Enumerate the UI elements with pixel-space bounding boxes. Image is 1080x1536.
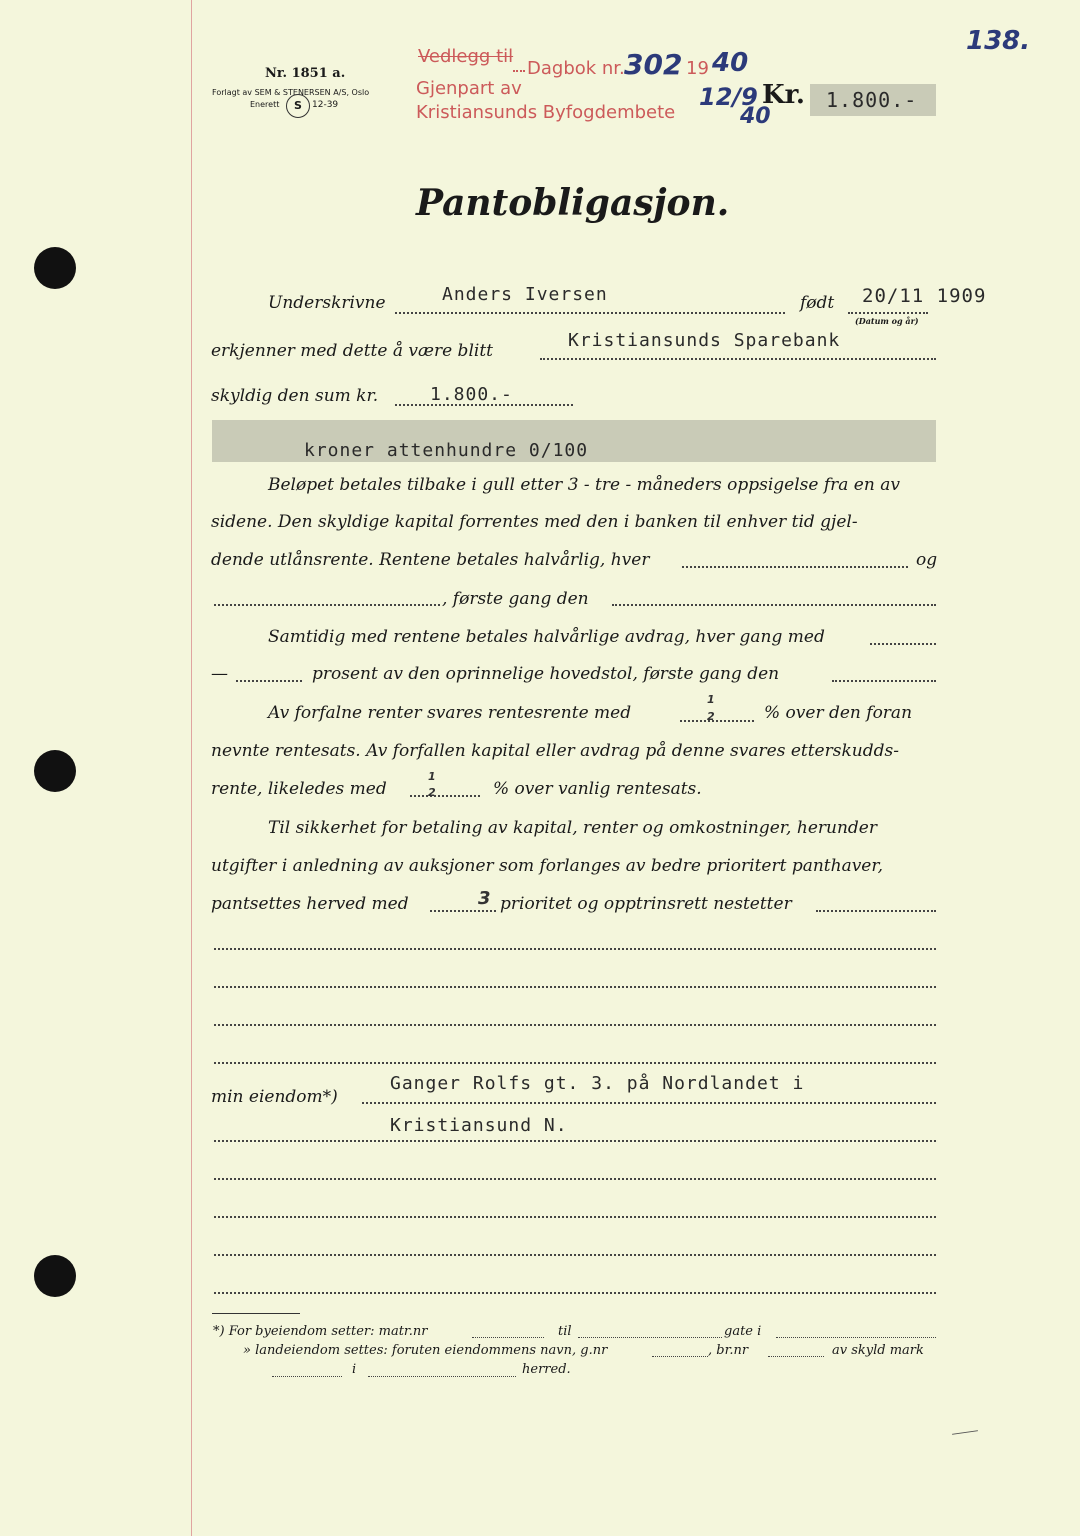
text-line: Av forfalne renter svares rentesrente med bbox=[268, 703, 632, 723]
publisher-code: 12-39 bbox=[312, 100, 339, 110]
text-line: pantsettes herved med bbox=[211, 894, 409, 914]
footnote-line: til bbox=[558, 1324, 572, 1339]
text-line: Til sikkerhet for betaling av kapital, renter og omkostninger, herunder bbox=[268, 818, 877, 838]
red-dots bbox=[513, 70, 525, 72]
dotted-line bbox=[832, 680, 936, 682]
dotted-line bbox=[430, 910, 496, 912]
dotted-line bbox=[680, 720, 754, 722]
dotted-line bbox=[612, 604, 936, 606]
owing-label: skyldig den sum kr. bbox=[211, 386, 379, 406]
dotted-line bbox=[578, 1337, 722, 1338]
dotted-line bbox=[214, 1216, 936, 1218]
dotted-line bbox=[214, 1024, 936, 1026]
date-handwritten: 12/9 bbox=[699, 83, 758, 111]
property-label: min eiendom*) bbox=[211, 1087, 338, 1107]
footnote-line: *) For byeiendom setter: matr.nr bbox=[213, 1324, 428, 1339]
margin-line bbox=[191, 0, 192, 1536]
year-suffix: 40 bbox=[712, 48, 749, 78]
kr-label: Kr. bbox=[762, 80, 805, 110]
text-line: % over vanlig rentesats. bbox=[493, 779, 702, 799]
dotted-line bbox=[768, 1356, 824, 1357]
text-line: prosent av den oprinnelige hovedstol, første gang den bbox=[312, 664, 780, 684]
dotted-line bbox=[214, 948, 936, 950]
dotted-line bbox=[362, 1102, 936, 1104]
dotted-line bbox=[776, 1337, 936, 1338]
page-number: 138. bbox=[966, 26, 1031, 56]
dotted-line bbox=[272, 1376, 342, 1377]
fraction-numerator: 1 bbox=[707, 693, 715, 706]
text-line: dende utlånsrente. Rentene betales halvårlig, hver bbox=[211, 550, 650, 570]
dotted-line bbox=[214, 1178, 936, 1180]
text-line: og bbox=[916, 550, 938, 570]
creditor-name: Kristiansunds Sparebank bbox=[568, 330, 841, 351]
text-line: rente, likeledes med bbox=[211, 779, 387, 799]
text-line: Samtidig med rentene betales halvårlige avdrag, hver gang med bbox=[268, 627, 825, 647]
year-prefix: 19 bbox=[686, 58, 709, 79]
text-line: sidene. Den skyldige kapital forrentes med den i banken til enhver tid gjel- bbox=[211, 512, 858, 532]
struck-attachment-label: Vedlegg til bbox=[418, 46, 514, 67]
priority-number: 3 bbox=[478, 888, 491, 909]
owing-amount: 1.800.- bbox=[430, 384, 513, 405]
dagbok-number: 302 bbox=[624, 48, 683, 81]
date-year-handwritten: 40 bbox=[740, 104, 771, 129]
footnote-line: gate i bbox=[724, 1324, 762, 1339]
dotted-line bbox=[214, 1254, 936, 1256]
publisher-enerett: Enerett bbox=[250, 100, 280, 109]
punch-hole bbox=[34, 750, 76, 792]
date-note: (Datum og år) bbox=[855, 316, 919, 326]
form-number: Nr. 1851 a. bbox=[265, 66, 346, 81]
copy-label: Gjenpart av bbox=[416, 78, 522, 99]
footnote-line: i bbox=[352, 1362, 357, 1377]
publisher-line: Forlagt av SEM & STENERSEN A/S, Oslo bbox=[212, 88, 370, 97]
text-line: nevnte rentesats. Av forfallen kapital eller avdrag på denne svares etterskudds- bbox=[211, 741, 899, 761]
punch-hole bbox=[34, 1255, 76, 1297]
debtor-name: Anders Iversen bbox=[442, 284, 608, 305]
amount-value: 1.800.- bbox=[826, 88, 918, 112]
property-address: Ganger Rolfs gt. 3. på Nordlandet i bbox=[390, 1073, 805, 1094]
dotted-line bbox=[368, 1376, 516, 1377]
dotted-line bbox=[236, 680, 302, 682]
dotted-line bbox=[652, 1356, 708, 1357]
fraction-numerator: 1 bbox=[428, 770, 436, 783]
text-line: — bbox=[211, 664, 228, 684]
dotted-line bbox=[540, 358, 936, 360]
court-name: Kristiansunds Byfogdembete bbox=[416, 102, 676, 123]
text-line: % over den foran bbox=[764, 703, 913, 723]
dotted-line bbox=[214, 1292, 936, 1294]
dotted-line bbox=[395, 312, 785, 314]
punch-hole bbox=[34, 247, 76, 289]
dotted-line bbox=[214, 1062, 936, 1064]
born-label: født bbox=[800, 293, 835, 313]
publisher-logo-icon: S bbox=[286, 94, 310, 118]
dotted-line bbox=[682, 566, 908, 568]
pen-mark bbox=[952, 1430, 978, 1435]
text-line: utgifter i anledning av auksjoner som forlanges av bedre prioritert panthaver, bbox=[211, 856, 884, 876]
dotted-line bbox=[848, 312, 928, 314]
amount-words: kroner attenhundre 0/100 bbox=[304, 440, 589, 461]
dotted-line bbox=[870, 643, 936, 645]
footnote-line: » landeiendom settes: foruten eiendommens navn, g.nr bbox=[243, 1343, 608, 1358]
footnote-rule bbox=[212, 1313, 300, 1314]
fraction-denominator: 2 bbox=[428, 786, 436, 799]
footnote-line: av skyld mark bbox=[832, 1343, 924, 1358]
dotted-line bbox=[472, 1337, 544, 1338]
fraction-denominator: 2 bbox=[707, 710, 715, 723]
document-title: Pantobligasjon. bbox=[416, 182, 730, 224]
dotted-line bbox=[214, 1140, 936, 1142]
text-line: prioritet og opptrinsrett nestetter bbox=[500, 894, 792, 914]
undersigned-label: Underskrivne bbox=[268, 293, 386, 313]
footnote-line: herred. bbox=[522, 1362, 571, 1377]
property-city: Kristiansund N. bbox=[390, 1115, 568, 1136]
footnote-line: , br.nr bbox=[708, 1343, 749, 1358]
dagbok-label: Dagbok nr. bbox=[527, 58, 625, 79]
text-line: , første gang den bbox=[442, 589, 589, 609]
dotted-line bbox=[214, 986, 936, 988]
dotted-line bbox=[214, 604, 440, 606]
dotted-line bbox=[410, 795, 480, 797]
born-date: 20/11 1909 bbox=[862, 285, 987, 307]
acknowledge-label: erkjenner med dette å være blitt bbox=[211, 341, 493, 361]
text-line: Beløpet betales tilbake i gull etter 3 - tre - måneders oppsigelse fra en av bbox=[268, 475, 900, 495]
dotted-line bbox=[816, 910, 936, 912]
